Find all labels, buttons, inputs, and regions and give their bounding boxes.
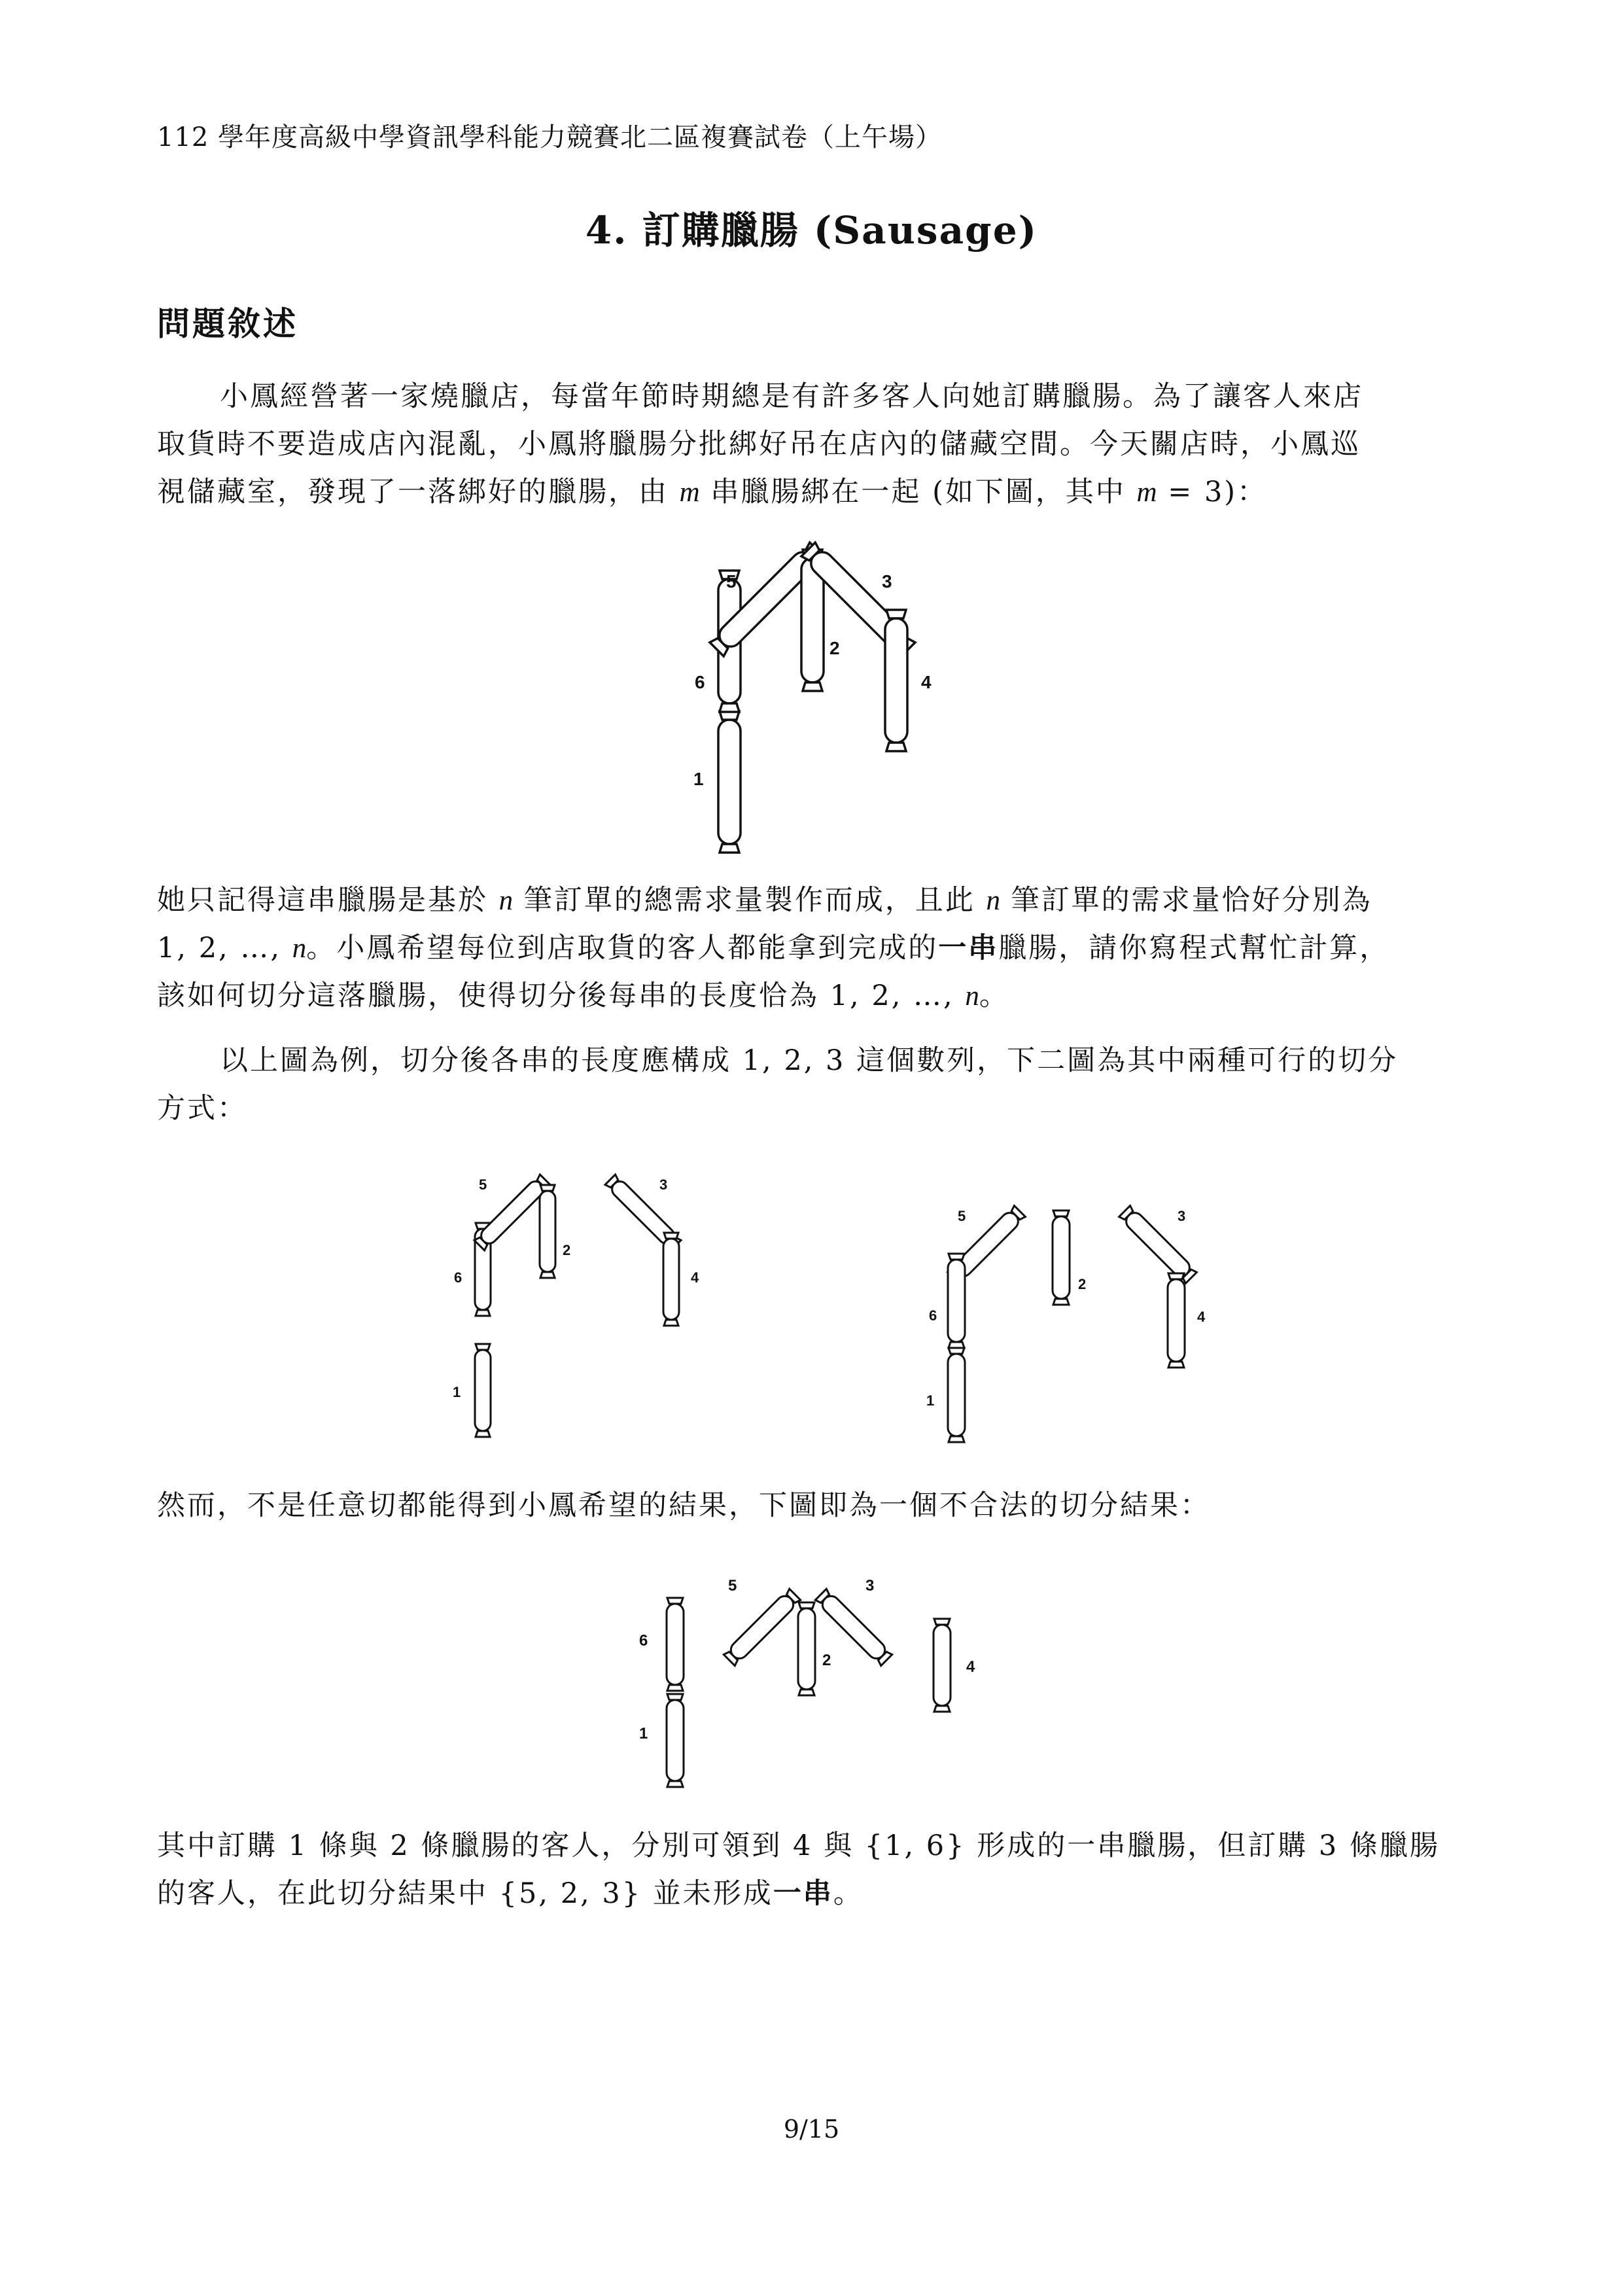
text-line: 她只記得這串臘腸是基於 n 筆訂單的總需求量製作而成，且此 n 筆訂單的需求量恰好分別為 — [157, 884, 1372, 917]
valid-cut-figure-a — [445, 1171, 720, 1446]
label-1: 1 — [639, 1725, 648, 1742]
sausage-2 — [1053, 1210, 1070, 1305]
label-5: 5 — [726, 571, 737, 592]
sausage-2 — [798, 1602, 815, 1695]
label-3: 3 — [865, 1577, 875, 1595]
sausage-6 — [948, 1254, 965, 1348]
text-line: 以上圖為例，切分後各串的長度應構成 1, 2, 3 這個數列，下二圖為其中兩種可行的切分 — [220, 1044, 1399, 1077]
label-2: 2 — [1078, 1276, 1087, 1292]
label-2: 2 — [822, 1651, 831, 1669]
sausage-1 — [475, 1344, 491, 1437]
text-line: 小鳳經營著一家燒臘店，每當年節時期總是有許多客人向她訂購臘腸。為了讓客人來店 — [220, 380, 1363, 413]
label-6: 6 — [639, 1632, 648, 1650]
section-heading: 問題敘述 — [157, 304, 298, 343]
page-number: 9/15 — [783, 2115, 840, 2144]
explanation-paragraph — [157, 1822, 1485, 1918]
text-line: 取貨時不要造成店內混亂，小鳳將臘腸分批綁好吊在店內的儲藏空間。今天關店時，小鳳巡 — [157, 428, 1361, 461]
intro-paragraph — [157, 373, 1485, 516]
sausage-6 — [667, 1598, 684, 1691]
label-6: 6 — [695, 672, 705, 692]
label-3: 3 — [1178, 1208, 1186, 1224]
label-5: 5 — [958, 1208, 966, 1224]
text-line: 1, 2, …, n。小鳳希望每位到店取貨的客人都能拿到完成的一串臘腸，請你寫程式幫忙計算， — [157, 932, 1390, 964]
label-5: 5 — [728, 1577, 737, 1595]
example-paragraph — [157, 1037, 1485, 1133]
label-4: 4 — [966, 1658, 975, 1676]
label-2: 2 — [563, 1242, 571, 1258]
label-4: 4 — [921, 672, 932, 692]
sausage-4 — [1168, 1273, 1185, 1368]
exam-header: 112 學年度高級中學資訊學科能力競賽北二區複賽試卷（上午場） — [157, 122, 943, 152]
sausage-4 — [663, 1233, 679, 1326]
label-4: 4 — [691, 1269, 699, 1286]
text-line: 方式： — [157, 1092, 247, 1125]
sausage-2 — [540, 1185, 555, 1278]
valid-cut-figure-b — [916, 1191, 1236, 1466]
sausage-4 — [934, 1619, 951, 1712]
sausage-bundle-figure — [674, 550, 949, 844]
problem-title: 4. 訂購臘腸 (Sausage) — [585, 208, 1038, 253]
text-line: 的客人，在此切分結果中 {5, 2, 3} 並未形成一串。 — [157, 1877, 864, 1910]
label-5: 5 — [479, 1176, 487, 1193]
invalid-cut-figure — [625, 1574, 998, 1796]
label-6: 6 — [929, 1307, 937, 1324]
text-line: 然而，不是任意切都能得到小鳳希望的結果，下圖即為一個不合法的切分結果： — [157, 1489, 1210, 1522]
sausage-1 — [948, 1348, 965, 1442]
label-6: 6 — [454, 1269, 462, 1286]
sausage-5 — [724, 1589, 801, 1667]
sausage-4 — [885, 610, 907, 751]
invalid-intro-paragraph — [157, 1482, 1485, 1530]
label-2: 2 — [829, 638, 840, 658]
sausage-1 — [667, 1694, 684, 1787]
label-1: 1 — [693, 769, 704, 789]
label-1: 1 — [453, 1384, 461, 1400]
requirement-paragraph — [157, 877, 1485, 1020]
text-line: 視儲藏室，發現了一落綁好的臘腸，由 m 串臘腸綁在一起 (如下圖，其中 m = 3)： — [157, 476, 1268, 508]
label-3: 3 — [882, 571, 892, 592]
text-line: 該如何切分這落臘腸，使得切分後每串的長度恰為 1, 2, …, n。 — [157, 980, 1009, 1012]
sausage-1 — [718, 711, 741, 853]
label-3: 3 — [659, 1176, 668, 1193]
text-line: 其中訂購 1 條與 2 條臘腸的客人，分別可領到 4 與 {1, 6} 形成的一串臘腸，但訂購 3 條臘腸 — [157, 1829, 1440, 1862]
label-4: 4 — [1197, 1309, 1206, 1325]
label-1: 1 — [926, 1392, 935, 1409]
